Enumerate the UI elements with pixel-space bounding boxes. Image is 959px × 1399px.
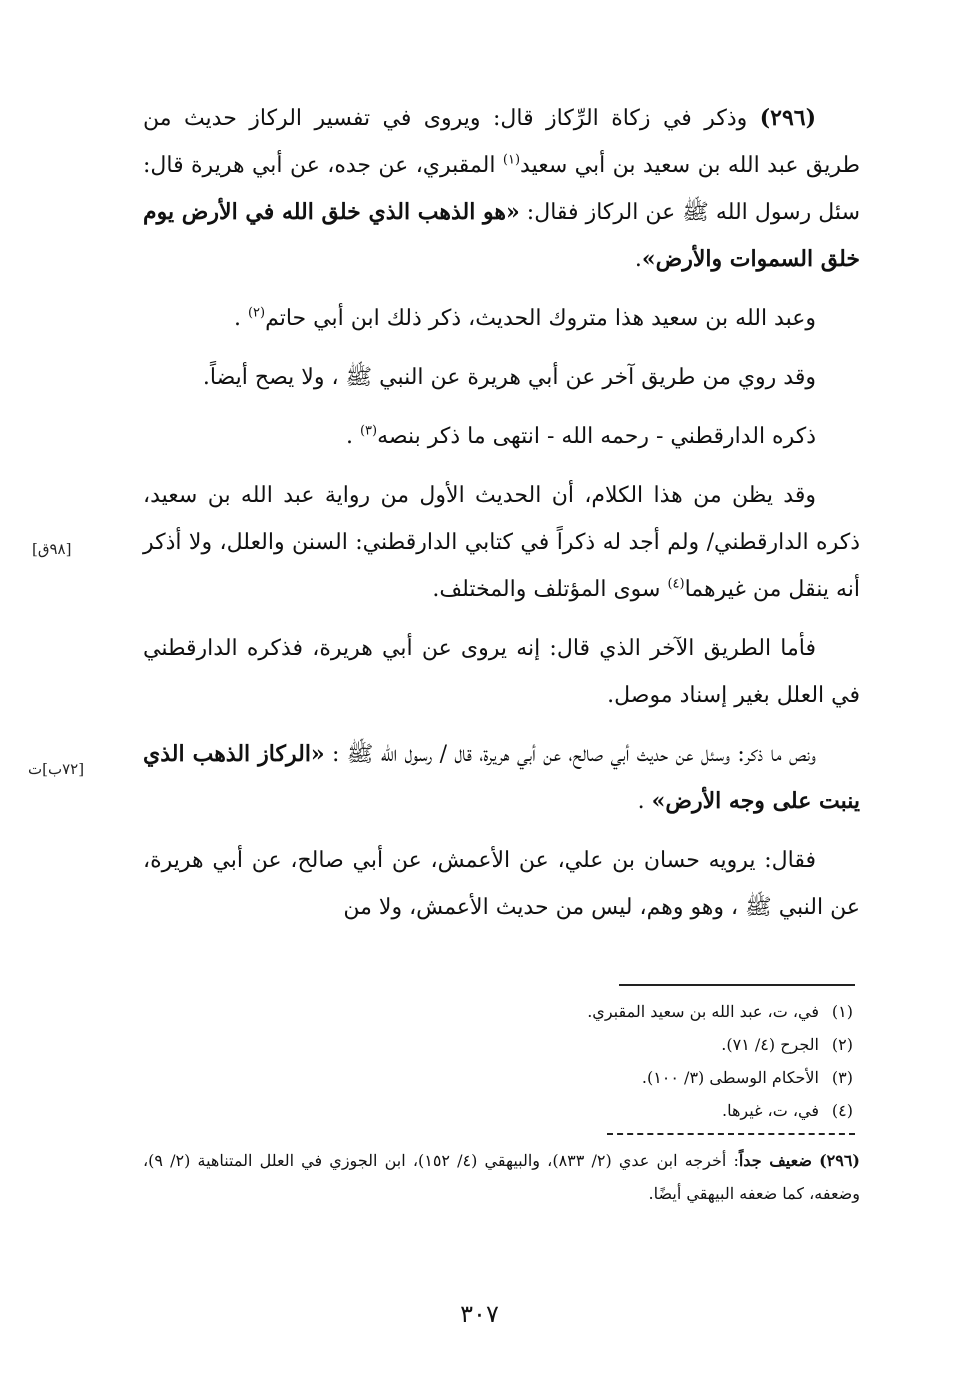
main-text <box>143 95 860 931</box>
footnote-text: الجرح (٤/ ٧١). <box>721 1035 819 1054</box>
paragraph-text: وعبد الله بن سعيد هذا متروك الحديث، ذكر ذلك ابن أبي حاتم <box>265 306 816 331</box>
footnote-number: (٤) <box>831 1101 853 1120</box>
footnote-separator <box>619 984 855 986</box>
footnotes <box>143 995 853 1127</box>
paragraph-end: . <box>233 306 248 331</box>
paragraph-text: وقد يظن من هذا الكلام، أن الحديث الأول من رواية عبد الله بن سعيد، ذكره الدارقطني/ ولم أجد له ذكراً في كتابي الدارقطني: السنن والعلل، ولا أذكر أنه ينقل من غيرهما <box>143 483 860 602</box>
footnote-ref-1: (١) <box>502 152 521 168</box>
margin-folio-note: [٩٨ق] <box>32 540 72 558</box>
paragraph-text: ونص ما ذكر: وسئل عن حديث أبي صالح، عن أبي هريرة، قال / رسول الله ﷺ : <box>324 742 816 767</box>
paragraph-text: المقبري، عن جده، عن أبي هريرة قال: سئل رسول الله ﷺ عن الركاز فقال: <box>143 153 861 225</box>
footnote <box>143 1061 853 1094</box>
takhrij-text: : أخرجه ابن عدي (٢/ ٨٣٣)، والبيهقي (٤/ ١٥٢)، ابن الجوزي في العلل المتناهية (٢/ ٩)، وضعفه، كما ضعفه البيهقي أيضًا. <box>143 1151 860 1203</box>
footnote <box>143 1094 853 1127</box>
paragraph-2 <box>143 295 860 342</box>
footnote <box>143 995 853 1028</box>
footnote-ref-2: (٢) <box>247 305 266 321</box>
page-number: ٣٠٧ <box>460 1300 499 1328</box>
paragraph-7 <box>143 731 860 825</box>
footnote-number: (١) <box>831 1002 853 1021</box>
hadith-number: (٢٩٦) <box>759 105 816 131</box>
footnote-text: في، ت، غيرها. <box>722 1101 819 1120</box>
paragraph-6 <box>143 625 860 719</box>
paragraph-text: ذكره الدارقطني - رحمه الله - انتهى ما ذكر بنصه <box>377 424 816 449</box>
margin-folio-note: [٧٢ب]ت <box>28 760 85 778</box>
footnote-number: (٣) <box>831 1068 853 1087</box>
paragraph-text: فقال: يرويه حسان بن علي، عن الأعمش، عن أبي صالح، عن أبي هريرة، عن النبي ﷺ ، وهو وهم، ليس من حديث الأعمش، ولا من <box>143 848 860 920</box>
paragraph-5 <box>143 472 860 613</box>
hadith-takhrij-note <box>143 1144 860 1210</box>
paragraph-end: . <box>345 424 360 449</box>
paragraph-text: سوى المؤتلف والمختلف. <box>432 577 668 602</box>
paragraph-text: وذكر في زكاة الرِّكاز قال: ويروى في تفسير الركاز حديث من طريق عبد الله بن سعيد بن أبي سعيد <box>143 106 860 178</box>
paragraph-end: . <box>634 247 642 272</box>
grading-label: ضعيف جداً <box>738 1151 812 1170</box>
footnote-text: في، ت، عبد الله بن سعيد المقبري. <box>587 1002 819 1021</box>
hadith-quote: «هو الذهب الذي خلق الله في الأرض يوم خلق السموات والأرض» <box>143 199 860 272</box>
paragraph-3 <box>143 354 860 401</box>
hadith-note-separator <box>607 1133 855 1135</box>
hadith-number: (٢٩٦) <box>819 1151 860 1170</box>
paragraph-end: . <box>637 789 652 814</box>
paragraph-text: وقد روي من طريق آخر عن أبي هريرة عن النبي ﷺ ، ولا يصح أيضاً. <box>202 365 816 390</box>
footnote-number: (٢) <box>831 1035 853 1054</box>
paragraph-8 <box>143 837 860 931</box>
paragraph-text: فأما الطريق الآخر الذي قال: إنه يروى عن أبي هريرة، فذكره الدارقطني في العلل بغير إسناد موصل. <box>143 636 860 708</box>
footnote-text: الأحكام الوسطى (٣/ ١٠٠). <box>641 1068 819 1087</box>
footnote-ref-3: (٣) <box>359 423 378 439</box>
hadith-quote: «الركاز الذهب الذي ينبت على وجه الأرض» <box>143 741 860 814</box>
footnote <box>143 1028 853 1061</box>
paragraph-296 <box>143 95 860 283</box>
footnote-ref-4: (٤) <box>667 576 685 592</box>
paragraph-4 <box>143 413 860 460</box>
